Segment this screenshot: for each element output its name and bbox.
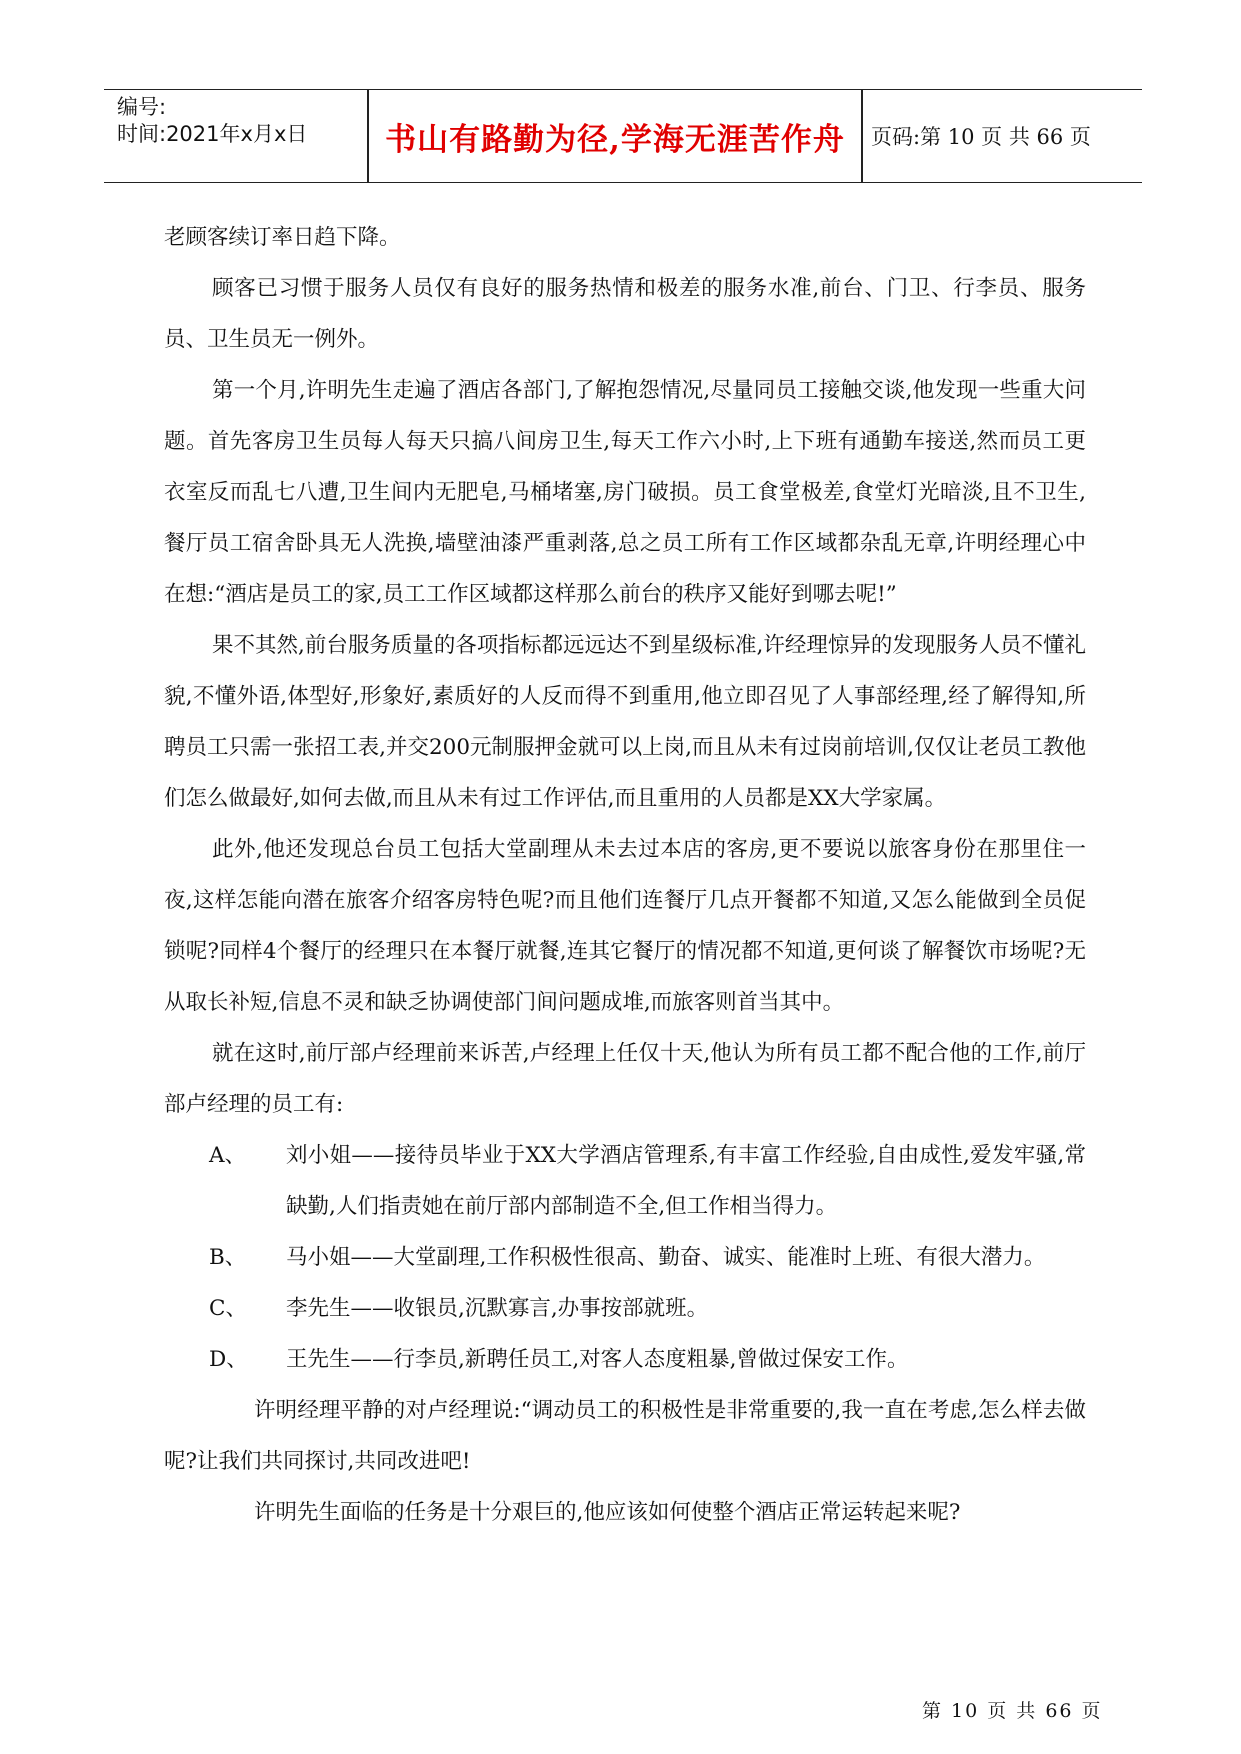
list-item-label: C、: [209, 1296, 247, 1321]
list-item-text: 李先生——收银员,沉默寡言,办事按部就班。: [286, 1296, 709, 1321]
header-divider: [861, 90, 863, 182]
document-body: [164, 212, 1086, 1538]
list-item-text: 刘小姐——接待员毕业于XX大学酒店管理系,有丰富工作经验,自由成性,爱发牢骚,常缺勤,人们指责她在前厅部内部制造不全,但工作相当得力。: [286, 1143, 1086, 1219]
header-motto: 书山有路勤为径,学海无涯苦作舟: [385, 121, 845, 158]
paragraph: 老顾客续订率日趋下降。: [164, 225, 401, 250]
list-item-label: B、: [209, 1245, 247, 1270]
paragraph: 第一个月,许明先生走遍了酒店各部门,了解抱怨情况,尽量同员工接触交谈,他发现一些重大问题。首先客房卫生员每人每天只搞八间房卫生,每天工作六小时,上下班有通勤车接送,然而员工更衣室反而乱七八遭,卫生间内无肥皂,马桶堵塞,房门破损。员工食堂极差,食堂灯光暗淡,且不卫生,餐厅员工宿舍卧具无人洗换,墙壁油漆严重剥落,总之员工所有工作区域都杂乱无章,许明经理心中在想:“酒店是员工的家,员工工作区域都这样那么前台的秩序又能好到哪去呢!”: [164, 378, 1086, 607]
header-meta: [117, 94, 307, 148]
list-item-label: D、: [209, 1347, 248, 1372]
list-item: [164, 1334, 1086, 1385]
list-item-text: 马小姐——大堂副理,工作积极性很高、勤奋、诚实、能准时上班、有很大潜力。: [286, 1245, 1046, 1270]
paragraph: 许明经理平静的对卢经理说:“调动员工的积极性是非常重要的,我一直在考虑,怎么样去做呢?让我们共同探讨,共同改进吧!: [164, 1398, 1086, 1474]
list-item: [164, 1232, 1086, 1283]
document-number-label: 编号:: [117, 95, 167, 119]
list-item-label: A、: [209, 1143, 247, 1168]
paragraph: 此外,他还发现总台员工包括大堂副理从未去过本店的客房,更不要说以旅客身份在那里住一夜,这样怎能向潜在旅客介绍客房特色呢?而且他们连餐厅几点开餐都不知道,又怎么能做到全员促锁呢?同样4个餐厅的经理只在本餐厅就餐,连其它餐厅的情况都不知道,更何谈了解餐饮市场呢?无从取长补短,信息不灵和缺乏协调使部门间问题成堆,而旅客则首当其中。: [164, 837, 1086, 1015]
paragraph: 顾客已习惯于服务人员仅有良好的服务热情和极差的服务水准,前台、门卫、行李员、服务员、卫生员无一例外。: [164, 276, 1086, 352]
list-item-text: 王先生——行李员,新聘任员工,对客人态度粗暴,曾做过保安工作。: [286, 1347, 909, 1372]
paragraph: 许明先生面临的任务是十分艰巨的,他应该如何使整个酒店正常运转起来呢?: [254, 1500, 961, 1525]
list-item: [164, 1283, 1086, 1334]
paragraph: 就在这时,前厅部卢经理前来诉苦,卢经理上任仅十天,他认为所有员工都不配合他的工作,前厅部卢经理的员工有:: [164, 1041, 1086, 1117]
page-header: [104, 89, 1142, 183]
paragraph: 果不其然,前台服务质量的各项指标都远远达不到星级标准,许经理惊异的发现服务人员不懂礼貌,不懂外语,体型好,形象好,素质好的人反而得不到重用,他立即召见了人事部经理,经了解得知,所聘员工只需一张招工表,并交200元制服押金就可以上岗,而且从未有过岗前培训,仅仅让老员工教他们怎么做最好,如何去做,而且从未有过工作评估,而且重用的人员都是XX大学家属。: [164, 633, 1086, 811]
list-item: [164, 1130, 1086, 1232]
header-page-info: 页码:第 10 页 共 66 页: [871, 125, 1091, 149]
document-time-label: 时间:2021年x月x日: [117, 122, 308, 146]
page-footer: 第 10 页 共 66 页: [922, 1700, 1103, 1722]
